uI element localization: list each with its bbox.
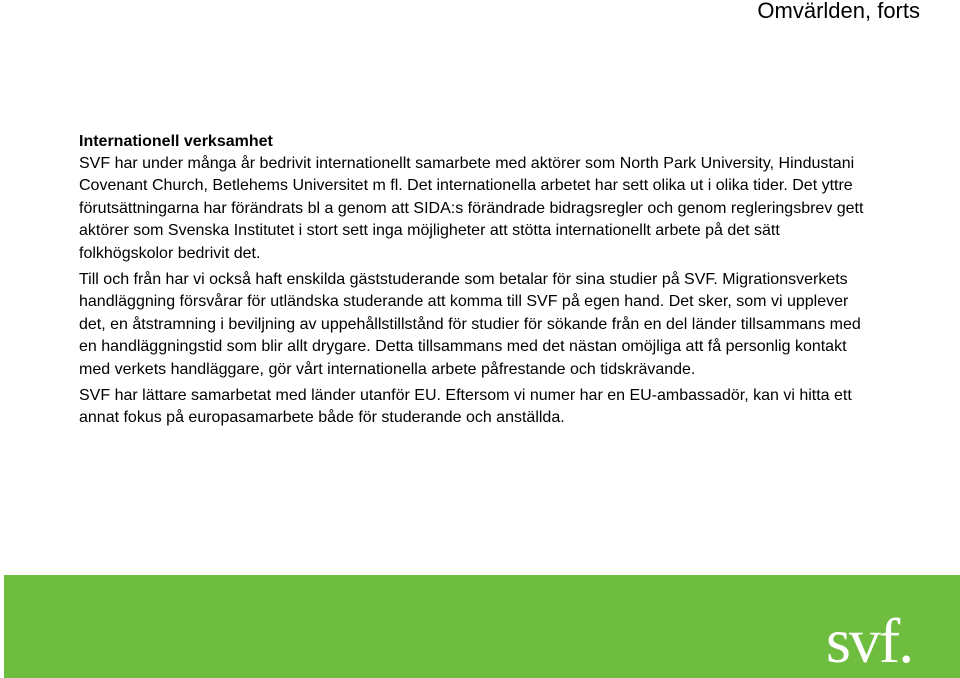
content-area	[79, 131, 869, 434]
paragraph-eu-cooperation: SVF har lättare samarbetat med länder utanför EU. Eftersom vi numer har en EU-ambassadör, kan vi hitta ett annat fokus på europasamarbete både för studerande och anställda.	[79, 387, 852, 427]
paragraph-international-history: SVF har under många år bedrivit internationellt samarbete med aktörer som North Park University, Hindustani Covenant Church, Betlehems Universitet m fl. Det internationella arbetet har sett olika ut i olika tider. Det yttre förutsättningarna har förändrats bl a genom att SIDA:s förändrade bidragsregler och genom regleringsbrev gett aktörer som Svenska Institutet i stort sett inga möjligheter att stötta internationellt arbete på det sätt folkhögskolor bedrivit det.	[79, 155, 864, 262]
svf-logo	[824, 580, 934, 676]
paragraph-guest-students: Till och från har vi också haft enskilda gäststuderande som betalar för sina studier på SVF. Migrationsverkets handläggning försvårar för utländska studerande att komma till SVF på egen hand. Det sker, som vi upplever det, en åtstramning i beviljning av uppehållstillstånd för studier för sökande från en del länder tillsammans med en handläggningstid som blir allt drygare. Detta tillsammans med det nästan omöjliga att få personlig kontakt med verkets handläggare, gör vårt internationella arbete påfrestande och tidskrävande.	[79, 271, 861, 378]
footer-band	[4, 575, 960, 678]
svf-logo-text: svf.	[826, 605, 913, 676]
section-heading: Internationell verksamhet	[79, 133, 273, 150]
page-title: Omvärlden, forts	[757, 0, 920, 23]
